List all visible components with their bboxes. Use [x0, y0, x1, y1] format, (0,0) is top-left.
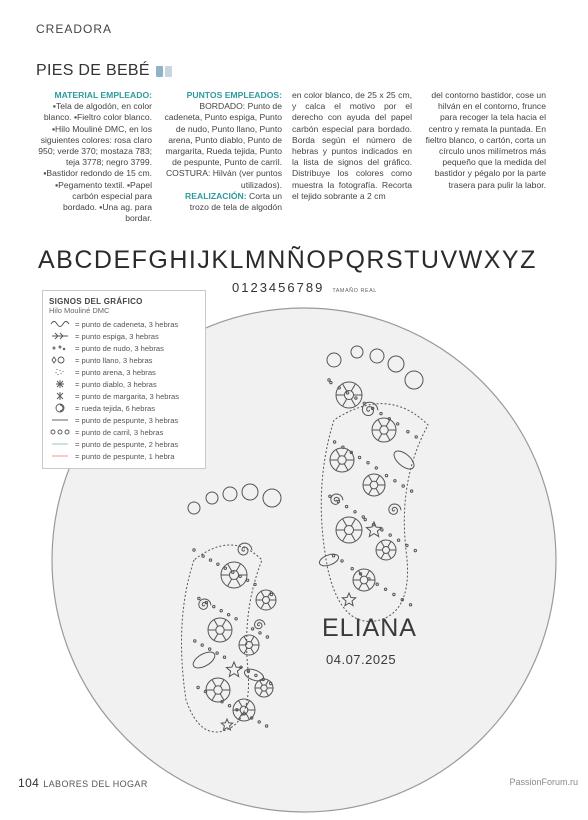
- legend-item: [49, 354, 199, 366]
- legend-item-label: = punto espiga, 3 hebras: [75, 331, 159, 341]
- legend-item: [49, 426, 199, 438]
- section-label: CREADORA: [36, 22, 113, 36]
- materials-label: MATERIAL EMPLEADO:: [54, 90, 152, 100]
- legend-item-label: = rueda tejida, 6 hebras: [75, 403, 156, 413]
- magazine-name: LABORES DEL HOGAR: [43, 779, 148, 789]
- pespunte-red-stitch-icon: [49, 451, 71, 461]
- margarita-stitch-icon: [49, 391, 71, 401]
- llano-stitch-icon: [49, 355, 71, 365]
- legend-item: [49, 390, 199, 402]
- legend-item: [49, 318, 199, 330]
- legend-item: [49, 438, 199, 450]
- legend-item-label: = punto de pespunte, 3 hebras: [75, 415, 179, 425]
- legend-item: [49, 366, 199, 378]
- legend-item-label: = punto de nudo, 3 hebras: [75, 343, 164, 353]
- article-title-row: [36, 62, 172, 80]
- pespunte-green-stitch-icon: [49, 439, 71, 449]
- legend-subtitle: Hilo Mouliné DMC: [49, 306, 110, 315]
- embroidered-date: 04.07.2025: [326, 652, 397, 667]
- legend-item-label: = punto diablo, 3 hebras: [75, 379, 157, 389]
- legend-item-label: = punto arena, 3 hebras: [75, 367, 156, 377]
- legend-item-label: = punto de cadeneta, 3 hebras: [75, 319, 179, 329]
- chain-stitch-icon: [49, 319, 71, 329]
- legend-item: [49, 450, 199, 462]
- legend-list: [49, 318, 199, 462]
- legend-item: [49, 330, 199, 342]
- legend-item-label: = punto llano, 3 hebras: [75, 355, 153, 365]
- page-number: 104: [18, 776, 40, 790]
- knot-stitch-icon: [49, 343, 71, 353]
- spiga-stitch-icon: [49, 331, 71, 341]
- pespunte-stitch-icon: [49, 415, 71, 425]
- rueda-stitch-icon: [49, 403, 71, 413]
- legend-item: [49, 402, 199, 414]
- thread-spools-icon: [156, 66, 172, 77]
- footer: [18, 776, 148, 790]
- legend-box: [42, 290, 206, 469]
- digits-line: 0123456789: [232, 280, 325, 295]
- digits-row: [232, 280, 377, 295]
- legend-item: [49, 378, 199, 390]
- watermark: PassionForum.ru: [509, 777, 578, 787]
- materials-text: ▪Tela de algodón, en color blanco. ▪Fieltro color blanco. ▪Hilo Mouliné DMC, en los siguientes colores: rosa claro 950; verde 370; mostaza 783; teja 3778; negro 3799. ▪Bastidor redondo de 15 cm. ▪Pegamento textil. ▪Papel carbón especial para bordado. ▪Una ag. para bordar.: [38, 101, 152, 224]
- making-label: REALIZACIÓN:: [185, 190, 247, 201]
- diablo-stitch-icon: [49, 379, 71, 389]
- column-materials: [36, 90, 152, 224]
- arena-stitch-icon: [49, 367, 71, 377]
- making-text: Corta un trozo de tela de algodón: [189, 190, 282, 213]
- legend-item-label: = punto de margarita, 3 hebras: [75, 391, 180, 401]
- real-size-label: TAMAÑO REAL: [332, 288, 377, 294]
- article-title: PIES DE BEBÉ: [36, 62, 150, 79]
- embroidered-name: ELIANA: [322, 614, 417, 642]
- legend-title: SIGNOS DEL GRÁFICO: [49, 297, 143, 306]
- legend-item-label: = punto de carril, 3 hebras: [75, 427, 164, 437]
- legend-item-label: = punto de pespunte, 2 hebras: [75, 439, 179, 449]
- alphabet-line: ABCDEFGHIJKLMNÑOPQRSTUVWXYZ: [38, 246, 537, 274]
- column-finishing: del contorno bastidor, cose un hilván en el contorno, frunce para recoger la tela hacia el centro y remata la puntada. En fieltro blanco, o cartón, corta un círculo unos milímetros más pequeño que la medida del bastidor y pégalo por la parte trasera para pulir la labor.: [425, 90, 546, 190]
- stitches-text: BORDADO: Punto de cadeneta, Punto espiga, Punto de nudo, Punto llano, Punto arena, Punto diablo, Punto de margarita, Rueda tejida, Punto de pespunte, Punto de carril. COSTURA: Hilván (ver puntos utilizados).: [164, 101, 282, 190]
- carril-stitch-icon: [49, 427, 71, 437]
- stitches-label: PUNTOS EMPLEADOS:: [186, 90, 282, 100]
- legend-item-label: = punto de pespunte, 1 hebra: [75, 451, 175, 461]
- legend-item: [49, 342, 199, 354]
- column-instructions: en color blanco, de 25 x 25 cm, y calca el motivo por el derecho con ayuda del papel carbón especial para bordado. Borda según el número de hebras y puntos indicados en la lista de signos del gráfico. Distribuye los colores como muestra la fotografía. Recorta el tejido sobrante a 2 cm: [292, 90, 412, 201]
- legend-item: [49, 414, 199, 426]
- column-stitches: [164, 90, 282, 213]
